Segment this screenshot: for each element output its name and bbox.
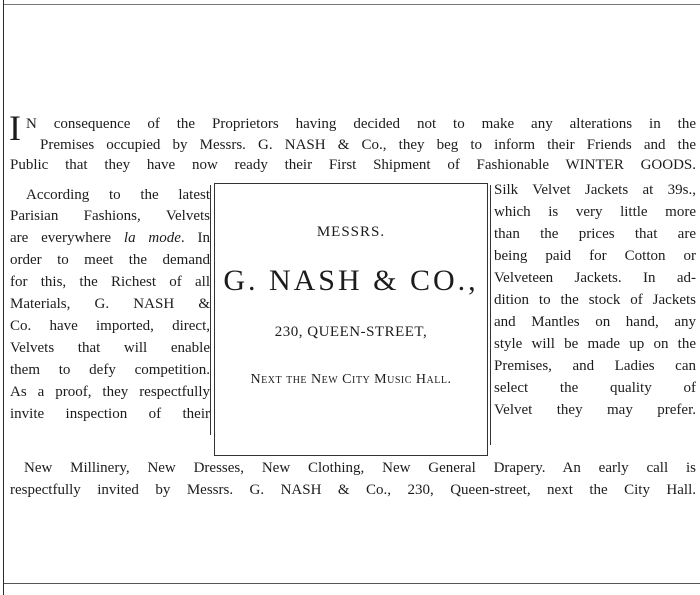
firm-name: G. NASH & CO.,: [223, 264, 479, 297]
right-line-6: dition to the stock of Jackets: [494, 292, 696, 308]
right-line-1: Silk Velvet Jackets at 39s.,: [494, 182, 696, 198]
right-line-3: than the prices that are: [494, 226, 696, 242]
right-line-5: Velveteen Jackets. In ad-: [494, 270, 696, 286]
left-line-2: Parisian Fashions, Velvets: [10, 208, 210, 224]
right-line-4: being paid for Cotton or: [494, 248, 696, 264]
left-line-8: Velvets that will enable: [10, 340, 210, 356]
right-divider: [490, 185, 491, 445]
left-line-6: Materials, G. NASH &: [10, 296, 210, 312]
left-line-5: for this, the Richest of all: [10, 274, 210, 290]
intro-line-2: Premises occupied by Messrs. G. NASH & Co., they beg to inform their Friends and the: [40, 137, 696, 153]
intro-line-1: N consequence of the Proprietors having decided not to make any alterations in the: [26, 116, 696, 132]
left-line-9: them to defy competition.: [10, 362, 210, 378]
firm-address: 230, QUEEN-STREET,: [274, 324, 428, 340]
left-line-11: invite inspection of their: [10, 406, 210, 422]
messrs-heading: MESSRS.: [316, 224, 386, 240]
right-line-11: Velvet they may prefer.: [494, 402, 696, 418]
right-line-9: Premises, and Ladies can: [494, 358, 696, 374]
left-line-3: are everywhere la mode. In: [10, 230, 210, 246]
left-line-1: According to the latest: [26, 187, 210, 203]
left-line-4: order to meet the demand: [10, 252, 210, 268]
right-line-8: style will be made up on the: [494, 336, 696, 352]
drop-cap: I: [9, 108, 21, 148]
intro-line-3: Public that they have now ready their First Shipment of Fashionable WINTER GOODS.: [10, 157, 696, 173]
firm-name-box: [214, 183, 488, 456]
left-line-7: Co. have imported, direct,: [10, 318, 210, 334]
firm-location: Next the New City Music Hall.: [250, 372, 452, 387]
left-divider: [210, 185, 211, 435]
right-line-7: and Mantles on hand, any: [494, 314, 696, 330]
left-line-10: As a proof, they respectfully: [10, 384, 210, 400]
left-column-rule: [3, 0, 4, 595]
closing-line-2: respectfully invited by Messrs. G. NASH & Co., 230, Queen-street, next the City Hall.: [10, 482, 696, 498]
bottom-rule: [4, 583, 700, 584]
right-line-2: which is very little more: [494, 204, 696, 220]
top-rule: [4, 4, 700, 5]
right-line-10: select the quality of: [494, 380, 696, 396]
closing-line-1: New Millinery, New Dresses, New Clothing, New General Drapery. An early call is: [24, 460, 696, 476]
